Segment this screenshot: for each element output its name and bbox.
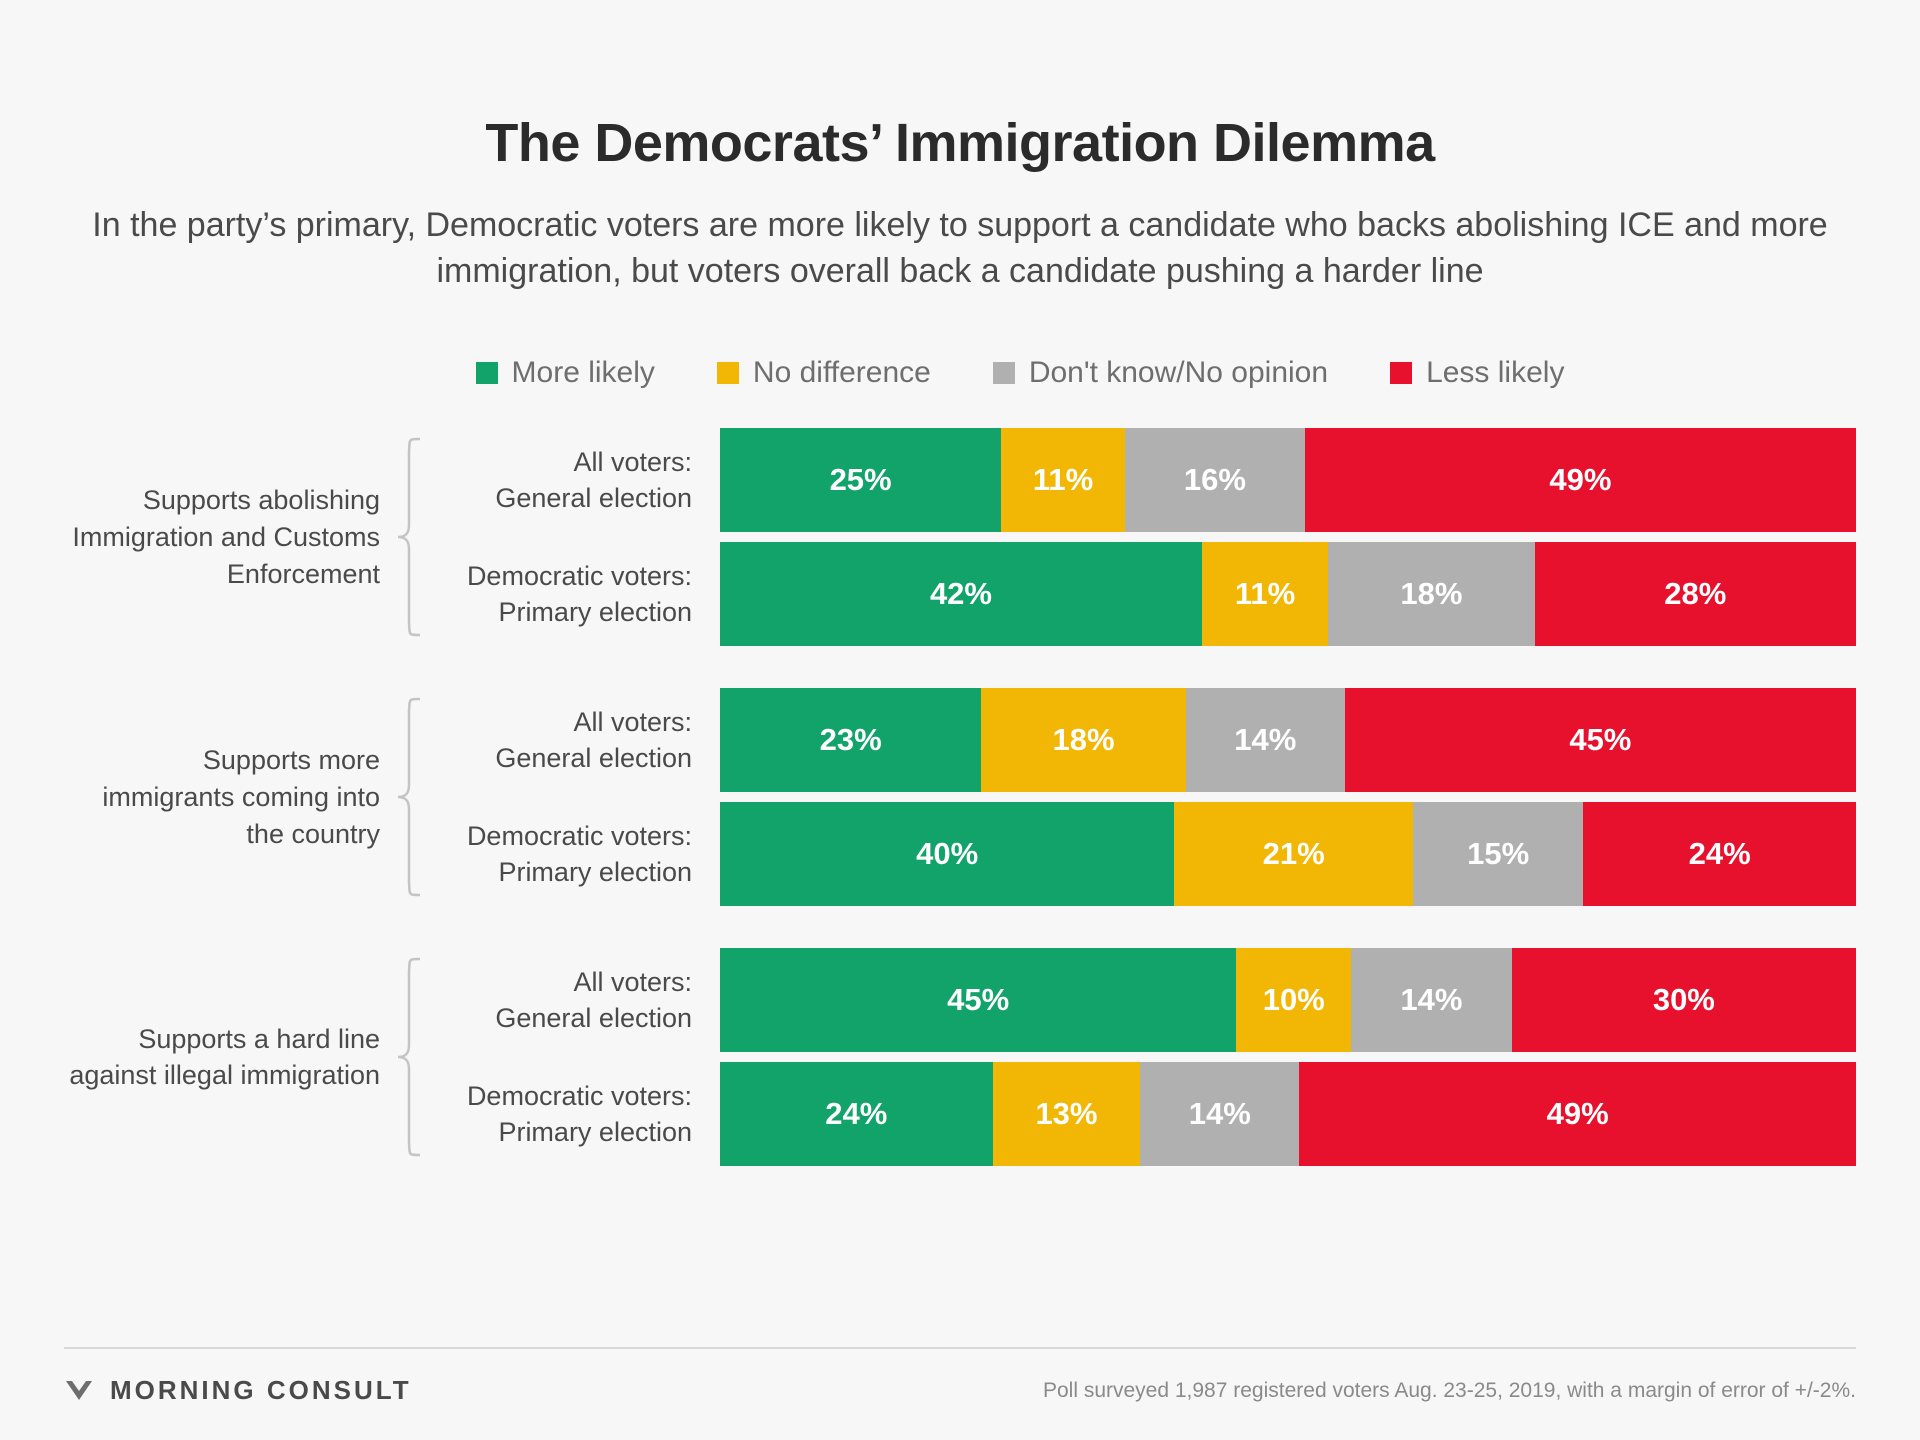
stacked-bar	[720, 542, 1856, 646]
bar-segment-value: 15%	[1467, 836, 1530, 872]
group-label: Supports abolishing Immigration and Customs Enforcement	[72, 485, 380, 589]
bar-segment-value: 14%	[1188, 1096, 1251, 1132]
stacked-bar	[720, 802, 1856, 906]
group-rows	[424, 948, 1856, 1166]
bar-segment	[1236, 948, 1351, 1052]
row-label-line1: Democratic voters:	[466, 820, 692, 851]
legend-item	[717, 356, 931, 390]
brand-logo	[64, 1375, 412, 1406]
bar-segment-value: 42%	[929, 576, 992, 612]
bar-segment-value: 16%	[1183, 462, 1246, 498]
legend-label: Don't know/No opinion	[1028, 356, 1329, 390]
bar-segment-value: 18%	[1400, 576, 1463, 612]
bar-segment-value: 11%	[1032, 462, 1094, 498]
bar-segment-value: 14%	[1400, 982, 1463, 1018]
legend-label: No difference	[752, 356, 931, 390]
bar-segment-value: 13%	[1035, 1096, 1098, 1132]
row-label-line2: General election	[495, 743, 692, 774]
row-label-line1: All voters:	[573, 706, 692, 737]
bar-segment-value: 40%	[916, 836, 979, 872]
row-label-line2: Primary election	[498, 857, 692, 888]
bar-segment	[1186, 688, 1345, 792]
row-label	[424, 444, 720, 517]
chart-row	[424, 802, 1856, 906]
bar-segment	[993, 1062, 1141, 1166]
bar-segment-value: 45%	[1569, 722, 1632, 758]
bar-segment	[1535, 542, 1856, 646]
bar-segment-value: 25%	[829, 462, 892, 498]
bar-segment	[1202, 542, 1328, 646]
bar-segment	[1351, 948, 1512, 1052]
bar-segment-value: 24%	[1688, 836, 1751, 872]
legend-swatch-icon	[993, 362, 1015, 384]
row-label	[424, 964, 720, 1037]
bar-segment-value: 11%	[1234, 576, 1296, 612]
row-label	[424, 558, 720, 631]
stacked-bar	[720, 688, 1856, 792]
row-label	[424, 704, 720, 777]
bar-segment	[1413, 802, 1583, 906]
bar-segment	[1174, 802, 1413, 906]
morning-consult-mark-icon	[64, 1378, 94, 1404]
chart-row	[424, 1062, 1856, 1166]
bar-segment-value: 28%	[1664, 576, 1727, 612]
bar-segment	[1583, 802, 1856, 906]
row-label	[424, 818, 720, 891]
chart-row	[424, 948, 1856, 1052]
source-note: Poll surveyed 1,987 registered voters Aug. 23-25, 2019, with a margin of error of +/-2%.	[1042, 1378, 1856, 1402]
group-brace-icon	[394, 948, 424, 1166]
bar-segment-value: 10%	[1262, 982, 1325, 1018]
bar-segment	[1140, 1062, 1299, 1166]
bar-segment-value: 21%	[1262, 836, 1325, 872]
bar-segment-value: 18%	[1052, 722, 1115, 758]
bar-segment-value: 30%	[1652, 982, 1715, 1018]
bar-segment	[720, 948, 1236, 1052]
chart-group	[64, 948, 1856, 1166]
group-brace-icon	[394, 688, 424, 906]
bar-segment	[1328, 542, 1535, 646]
bar-segment	[720, 428, 1001, 532]
row-label-line1: Democratic voters:	[466, 1080, 692, 1111]
group-brace-icon	[394, 428, 424, 646]
row-label	[424, 1078, 720, 1151]
bar-segment	[1001, 428, 1125, 532]
brand-name: MORNING CONSULT	[110, 1375, 412, 1405]
chart-row	[424, 428, 1856, 532]
group-rows	[424, 428, 1856, 646]
group-rows	[424, 688, 1856, 906]
page-subtitle: In the party’s primary, Democratic voters are more likely to support a candidate who backs abolishing ICE and more immigration, but voters overall back a candidate pushing a harder line	[92, 206, 1828, 291]
bar-segment-value: 45%	[947, 982, 1010, 1018]
bar-segment	[720, 802, 1174, 906]
chart-row	[424, 542, 1856, 646]
stacked-bar	[720, 428, 1856, 532]
chart-group	[64, 688, 1856, 906]
row-label-line1: All voters:	[573, 446, 692, 477]
bar-segment-value: 49%	[1546, 1096, 1609, 1132]
stacked-bar	[720, 1062, 1856, 1166]
bar-segment-value: 23%	[819, 722, 882, 758]
legend-swatch-icon	[476, 362, 498, 384]
bar-segment	[981, 688, 1185, 792]
group-label: Supports a hard line against illegal immigration	[69, 1023, 380, 1091]
row-label-line2: Primary election	[498, 1117, 692, 1148]
legend-item	[476, 356, 655, 390]
chart-group	[64, 428, 1856, 646]
bar-segment-value: 14%	[1234, 722, 1297, 758]
legend-item	[993, 356, 1328, 390]
chart-footer	[64, 1347, 1856, 1440]
bar-segment	[720, 688, 981, 792]
stacked-bar	[720, 948, 1856, 1052]
bar-segment	[1345, 688, 1856, 792]
bar-segment	[1125, 428, 1305, 532]
bar-segment	[720, 1062, 993, 1166]
chart-legend	[64, 356, 1856, 390]
row-label-line2: General election	[495, 483, 692, 514]
bar-segment	[1512, 948, 1856, 1052]
legend-swatch-icon	[717, 362, 739, 384]
legend-item	[1390, 356, 1564, 390]
row-label-line2: General election	[495, 1003, 692, 1034]
bar-segment-value: 24%	[825, 1096, 888, 1132]
bar-segment	[720, 542, 1202, 646]
legend-swatch-icon	[1390, 362, 1412, 384]
group-label: Supports more immigrants coming into the country	[102, 745, 380, 849]
stacked-bar-chart	[64, 428, 1856, 1166]
page-title: The Democrats’ Immigration Dilemma	[485, 113, 1435, 173]
bar-segment	[1305, 428, 1856, 532]
legend-label: Less likely	[1426, 356, 1565, 390]
legend-label: More likely	[511, 356, 655, 390]
row-label-line2: Primary election	[498, 597, 692, 628]
bar-segment	[1299, 1062, 1856, 1166]
row-label-line1: Democratic voters:	[466, 560, 692, 591]
bar-segment-value: 49%	[1549, 462, 1612, 498]
chart-row	[424, 688, 1856, 792]
row-label-line1: All voters:	[573, 966, 692, 997]
